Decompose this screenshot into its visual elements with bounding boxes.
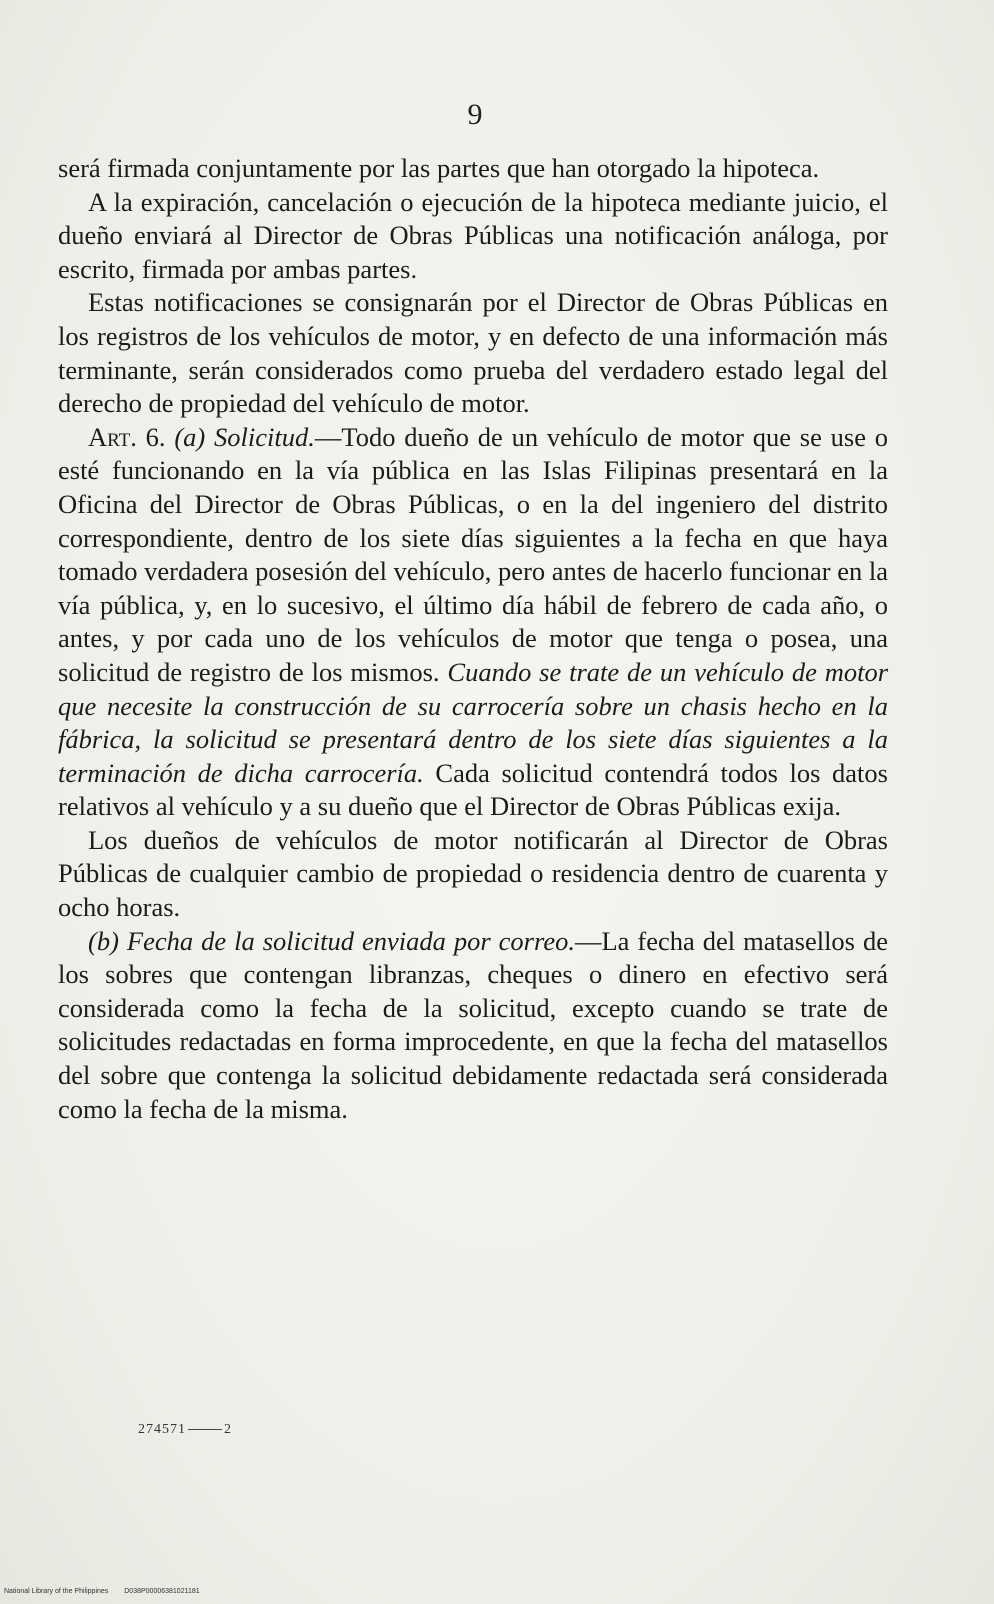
credit-library: National Library of the Philippines	[4, 1588, 109, 1595]
paragraph-owner-changes: Los dueños de vehículos de motor notificarán al Director de Obras Públicas de cualquier cambio de propiedad o residencia dentro de cuarenta y ocho horas.	[58, 824, 888, 923]
subsection-letter-b: (b)	[88, 925, 119, 956]
scan-credit	[4, 1588, 214, 1595]
signature-sheet: 2	[224, 1422, 232, 1437]
article-6-a	[58, 421, 888, 824]
signature-number: 274571	[138, 1422, 186, 1437]
article-label: Art. 6.	[88, 421, 166, 452]
subsection-heading-b: Fecha de la solicitud enviada por correo.	[126, 925, 575, 956]
printer-signature	[138, 1422, 232, 1438]
paragraph-notifications: Estas notificaciones se consignarán por el Director de Obras Públicas en los registros de los vehículos de motor, y en defecto de una información más terminante, serán considerados como prueba del verdadero estado legal del derecho de propiedad del vehículo de motor.	[58, 287, 888, 419]
subsection-letter-a: (a)	[174, 421, 206, 452]
credit-id: D038P00006381021181	[124, 1588, 200, 1595]
subsection-b-text: —La fecha del matasellos de los sobres que contengan libranzas, cheques o dinero en efectivo será considerada como la fecha de la solicitud, excepto cuando se trate de solicitudes redactadas en forma improcedente, en que la fecha del matasellos del sobre que contenga la solicitud debidamente redactada será considerada como la fecha de la misma.	[58, 925, 888, 1124]
article-6-a-text-2: Cada solicitud contendrá todos los datos relativos al vehículo y a su dueño que el Director de Obras Públicas exija.	[58, 757, 888, 822]
signature-dash	[188, 1429, 222, 1430]
article-6-a-text: —Todo dueño de un vehículo de motor que se use o esté funcionando en la vía pública en las Islas Filipinas presentará en la Oficina del Director de Obras Públicas, o en la del ingeniero del distrito correspondiente, dentro de los siete días siguientes a la fecha en que haya tomado verdadera posesión del vehículo, pero antes de hacerlo funcionar en la vía pública, y, en lo sucesivo, el último día hábil de febrero de cada año, o antes, y por cada uno de los vehículos de motor que tenga o posea, una solicitud de registro de los mismos.	[58, 421, 889, 687]
article-6-a-italic-clause: Cuando se trate de un vehículo de motor que necesite la construcción de su carrocería sobre un chasis hecho en la fábrica, la solicitud se presentará dentro de los siete días siguientes a la terminación de dicha carrocería.	[58, 656, 889, 788]
page-number: 9	[467, 98, 483, 131]
paragraph-continuation: será firmada conjuntamente por las partes que han otorgado la hipoteca.	[58, 153, 820, 183]
paragraph-expiration: A la expiración, cancelación o ejecución de la hipoteca mediante juicio, el dueño enviará al Director de Obras Públicas una notificación análoga, por escrito, firmada por ambas partes.	[58, 186, 888, 284]
subsection-b	[58, 925, 888, 1127]
subsection-heading-a: Solicitud.	[214, 421, 315, 452]
body-text	[58, 152, 888, 1126]
